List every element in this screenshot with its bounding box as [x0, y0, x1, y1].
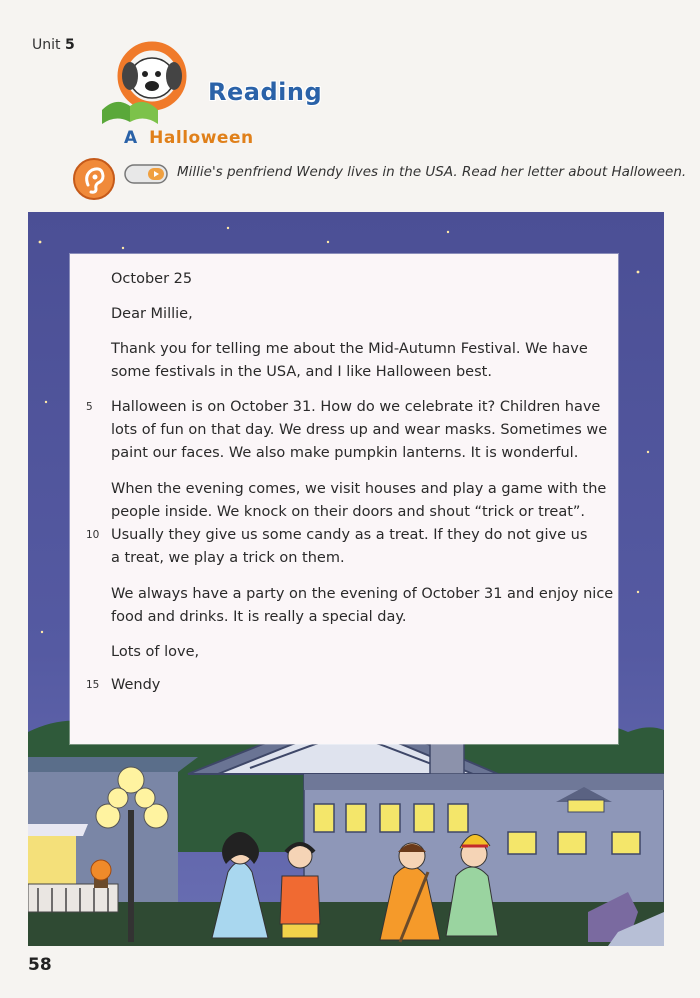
letter-signature: Wendy — [111, 677, 161, 693]
letter-line: some festivals in the USA, and I like Halloween best. — [111, 364, 492, 380]
letter-line: Halloween is on October 31. How do we celebrate it? Children have — [111, 399, 601, 415]
line-number: 10 — [86, 529, 100, 541]
instruction-text: Millie's penfriend Wendy lives in the USA. Read her letter about Halloween. — [177, 164, 687, 180]
unit-label: Unit 5 — [32, 37, 75, 53]
letter-line: We always have a party on the evening of October 31 and enjoy nice — [111, 586, 614, 602]
line-number: 5 — [86, 401, 93, 413]
letter-line: Thank you for telling me about the Mid-Autumn Festival. We have — [111, 341, 588, 357]
cassette-tape-icon — [124, 164, 168, 184]
letter-line: people inside. We knock on their doors and shout “trick or treat”. — [111, 504, 586, 520]
subsection-title: A Halloween — [124, 128, 254, 148]
letter-line: When the evening comes, we visit houses and play a game with the — [111, 481, 607, 497]
dog-reading-book-icon — [96, 40, 206, 126]
letter-date: October 25 — [111, 271, 193, 287]
letter-line: a treat, we play a trick on them. — [111, 550, 345, 566]
letter-greeting: Dear Millie, — [111, 306, 193, 322]
section-title: Reading — [208, 78, 323, 106]
letter-line: paint our faces. We also make pumpkin lanterns. It is wonderful. — [111, 445, 579, 461]
ear-listening-icon — [72, 157, 116, 201]
letter-line: Usually they give us some candy as a treat. If they do not give us — [111, 527, 588, 543]
page-number: 58 — [28, 955, 52, 975]
letter-line: food and drinks. It is really a special day. — [111, 609, 407, 625]
letter-closing: Lots of love, — [111, 644, 200, 660]
line-number: 15 — [86, 679, 100, 691]
letter-line: lots of fun on that day. We dress up and wear masks. Sometimes we — [111, 422, 608, 438]
